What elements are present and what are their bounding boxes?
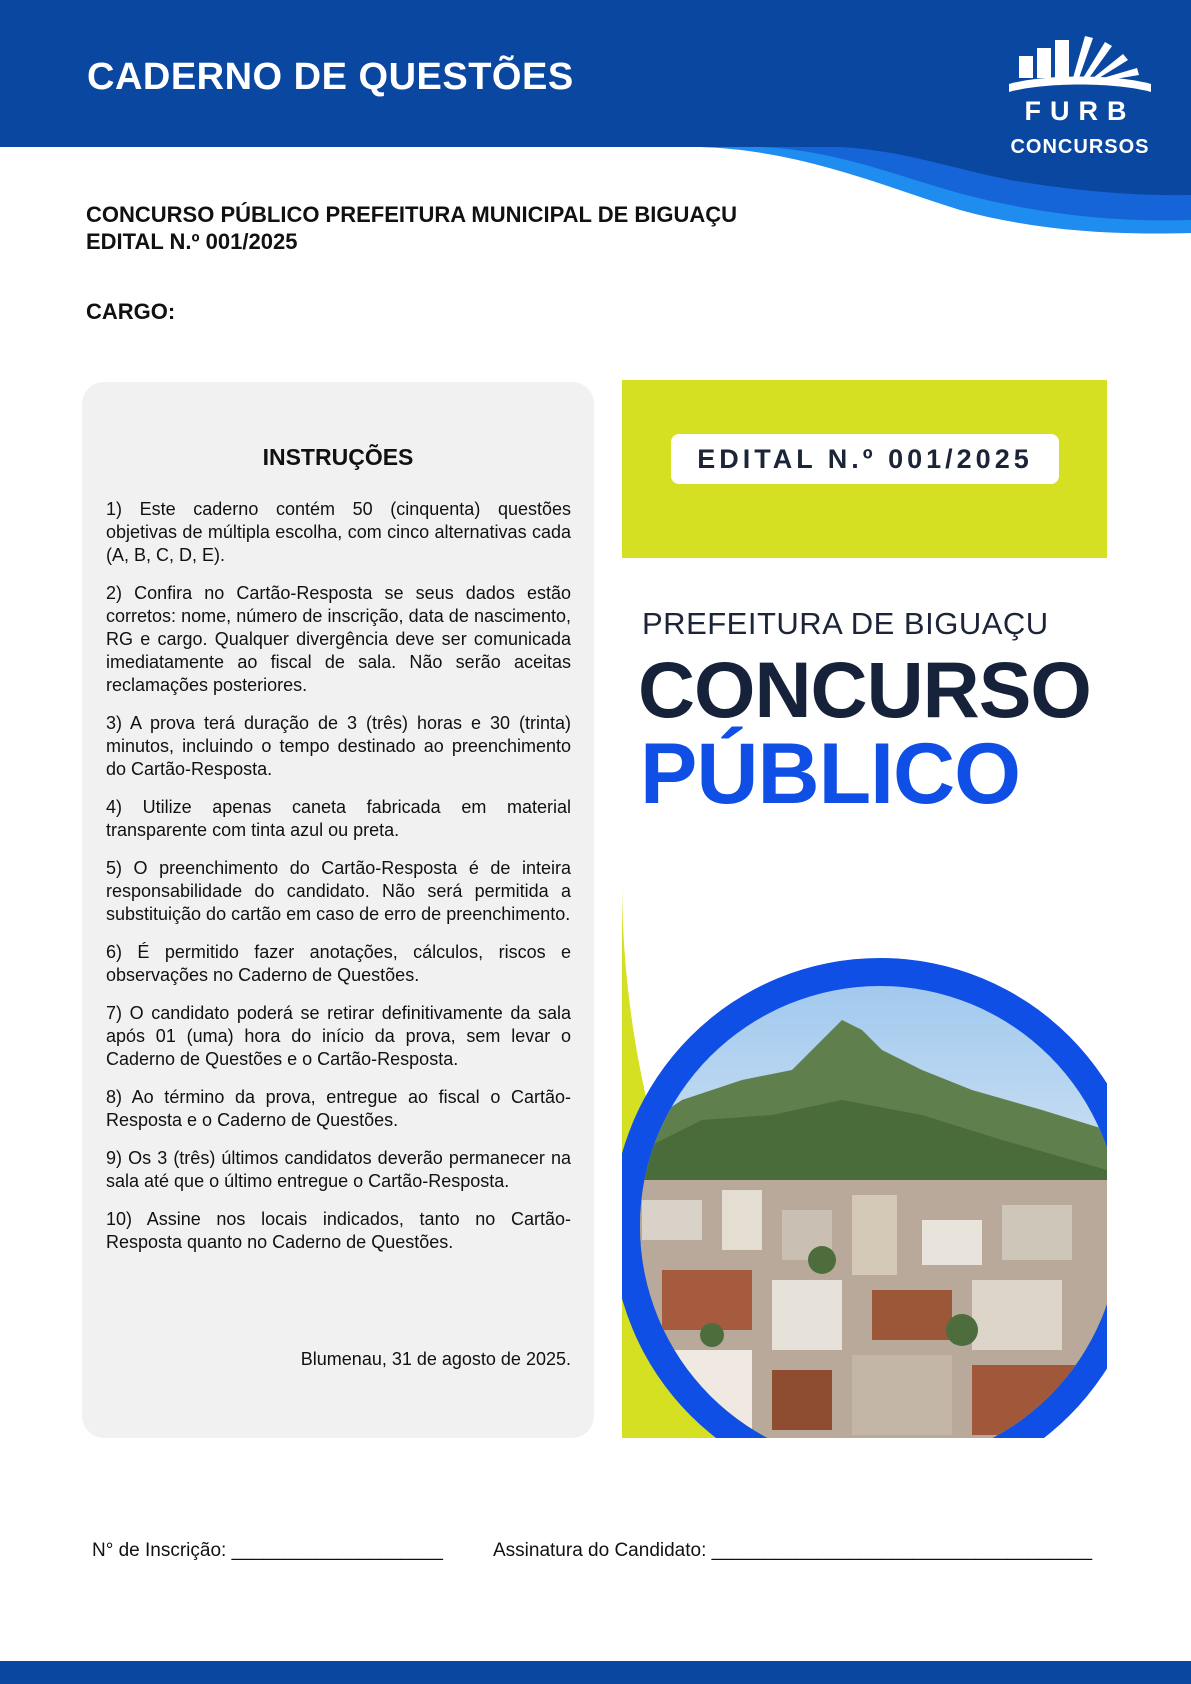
contest-title: CONCURSO PÚBLICO PREFEITURA MUNICIPAL DE BIGUAÇU	[86, 202, 738, 227]
poster-publico: PÚBLICO	[640, 726, 1020, 822]
bottom-bar	[0, 1661, 1191, 1684]
instruction-item: 6) É permitido fazer anotações, cálculos, riscos e observações no Caderno de Questões.	[106, 942, 571, 985]
poster-background	[622, 380, 1107, 1438]
instruction-item: 1) Este caderno contém 50 (cinquenta) questões objetivas de múltipla escolha, com cinco alternativas cada (A, B, C, D, E).	[106, 499, 571, 565]
instruction-item: 9) Os 3 (três) últimos candidatos deverão permanecer na sala até que o último entregue o Cartão-Resposta.	[106, 1148, 571, 1191]
poster-concurso: CONCURSO	[638, 645, 1091, 734]
instructions-panel	[82, 382, 594, 1438]
instruction-item: 8) Ao término da prova, entregue ao fiscal o Cartão-Resposta e o Caderno de Questões.	[106, 1087, 571, 1130]
poster-prefeitura: PREFEITURA DE BIGUAÇU	[642, 606, 1049, 641]
instruction-item: 7) O candidato poderá se retirar definitivamente da sala após 01 (uma) hora do início da prova, sem levar o Caderno de Questões e o Cartão-Resposta.	[106, 1003, 571, 1069]
instructions-list	[106, 498, 571, 1269]
logo-subtitle: CONCURSOS	[1010, 136, 1150, 158]
instruction-item: 3) A prova terá duração de 3 (três) horas e 30 (trinta) minutos, incluindo o tempo destinado ao preenchimento do Cartão-Resposta.	[106, 713, 571, 779]
logo-wordmark: FURB	[1024, 96, 1136, 126]
poster-edital-badge: EDITAL N.º 001/2025	[671, 434, 1059, 484]
instructions-date: Blumenau, 31 de agosto de 2025.	[300, 1349, 571, 1369]
candidate-signature-field[interactable]: Assinatura do Candidato: ____________________________________	[493, 1540, 1093, 1561]
instructions-title: INSTRUÇÕES	[262, 444, 414, 470]
instruction-item: 5) O preenchimento do Cartão-Resposta é de inteira responsabilidade do candidato. Não será permitida a substituição do cartão em caso de erro de preenchimento.	[106, 858, 571, 924]
instruction-item: 4) Utilize apenas caneta fabricada em material transparente com tinta azul ou preta.	[106, 797, 571, 840]
inscription-number-field[interactable]: N° de Inscrição: ____________________	[92, 1540, 443, 1561]
instruction-item: 10) Assine nos locais indicados, tanto no Cartão-Resposta quanto no Caderno de Questões.	[106, 1209, 571, 1252]
contest-poster	[622, 380, 1107, 1438]
cargo-label: CARGO:	[86, 299, 176, 324]
contest-heading	[86, 201, 737, 255]
contest-edital: EDITAL N.º 001/2025	[86, 229, 298, 254]
instruction-item: 2) Confira no Cartão-Resposta se seus dados estão corretos: nome, número de inscrição, data de nascimento, RG e cargo. Qualquer divergência deve ser comunicada imediatamente ao fiscal de sala. Não serão aceitas reclamações posteriores.	[106, 583, 571, 695]
header-title: CADERNO DE QUESTÕES	[87, 56, 574, 98]
